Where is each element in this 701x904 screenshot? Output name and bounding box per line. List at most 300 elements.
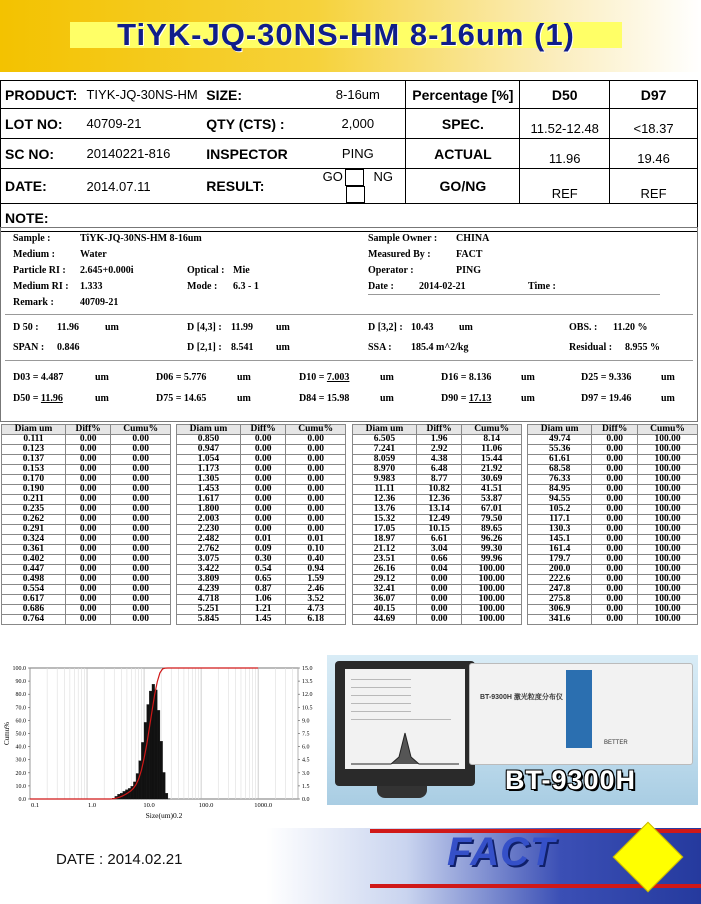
table-cell: 100.00 bbox=[638, 525, 698, 535]
table-cell: 0.01 bbox=[240, 535, 285, 545]
residual-label: Residual : bbox=[569, 342, 613, 353]
y2-tick-label: 12.0 bbox=[302, 692, 313, 699]
table-cell: 0.00 bbox=[111, 455, 171, 465]
measured-label: Measured By : bbox=[368, 249, 431, 260]
divider bbox=[5, 314, 693, 315]
date-label: DATE: bbox=[1, 169, 83, 204]
table-row bbox=[177, 515, 346, 525]
d50b-value bbox=[13, 393, 63, 404]
lot-value: 40709-21 bbox=[82, 109, 202, 139]
table-cell: 1.45 bbox=[240, 615, 285, 625]
table-cell: 2.46 bbox=[286, 585, 346, 595]
table-cell: 12.36 bbox=[353, 495, 417, 505]
table-header-row bbox=[2, 425, 171, 435]
table-cell: 6.505 bbox=[353, 435, 417, 445]
table-cell: 100.00 bbox=[638, 595, 698, 605]
y2-tick-label: 13.5 bbox=[302, 679, 313, 686]
y-axis-label: Cumu% bbox=[3, 722, 11, 745]
table-cell: 0.262 bbox=[2, 515, 66, 525]
table-row bbox=[177, 535, 346, 545]
table-cell: 5.251 bbox=[177, 605, 241, 615]
date-value: 2014.07.11 bbox=[82, 169, 202, 204]
table-cell: 0.291 bbox=[2, 525, 66, 535]
analyzer-device-image bbox=[469, 663, 693, 765]
table-row bbox=[2, 605, 171, 615]
table-cell: 0.00 bbox=[111, 435, 171, 445]
table-cell: 1.06 bbox=[240, 595, 285, 605]
table-cell: 1.21 bbox=[240, 605, 285, 615]
histogram-bar bbox=[163, 772, 166, 799]
table-row bbox=[353, 445, 522, 455]
table-cell: 0.30 bbox=[240, 555, 285, 565]
d90-value bbox=[441, 393, 491, 404]
column-header: Diam um bbox=[528, 425, 592, 435]
table-cell: 0.09 bbox=[240, 545, 285, 555]
table-cell: 0.00 bbox=[111, 585, 171, 595]
unit: um bbox=[276, 322, 290, 333]
d90-label: D90 = bbox=[441, 393, 469, 404]
table-cell: 0.00 bbox=[286, 485, 346, 495]
table-cell: 0.402 bbox=[2, 555, 66, 565]
table-cell: 10.82 bbox=[416, 485, 461, 495]
result-options bbox=[310, 169, 406, 204]
table-cell: 105.2 bbox=[528, 505, 592, 515]
table-cell: 100.00 bbox=[638, 535, 698, 545]
table-row bbox=[353, 545, 522, 555]
brand-logo: FACT bbox=[447, 830, 556, 874]
product-info-table bbox=[0, 80, 698, 232]
distribution-table-3 bbox=[352, 424, 522, 625]
sc-value: 20140221-816 bbox=[82, 139, 202, 169]
table-cell: 0.00 bbox=[65, 455, 110, 465]
operator-value: PING bbox=[456, 265, 481, 276]
sample-value: TiYK-JQ-30NS-HM 8-16um bbox=[80, 233, 202, 244]
table-row bbox=[528, 445, 698, 455]
table-cell: 0.00 bbox=[65, 555, 110, 565]
table-header-row bbox=[353, 425, 522, 435]
table-row bbox=[2, 545, 171, 555]
table-cell: 100.00 bbox=[462, 605, 522, 615]
column-header: Diam um bbox=[353, 425, 417, 435]
table-cell: 99.96 bbox=[462, 555, 522, 565]
qty-value: 2,000 bbox=[310, 109, 406, 139]
table-cell: 0.00 bbox=[111, 475, 171, 485]
table-cell: 0.00 bbox=[111, 505, 171, 515]
table-row bbox=[2, 505, 171, 515]
table-cell: 0.170 bbox=[2, 475, 66, 485]
table-cell: 100.00 bbox=[638, 445, 698, 455]
d50-header: D50 bbox=[520, 81, 610, 109]
table-cell: 15.44 bbox=[462, 455, 522, 465]
y-tick-label: 90.0 bbox=[15, 679, 26, 686]
table-cell: 18.97 bbox=[353, 535, 417, 545]
table-cell: 1.617 bbox=[177, 495, 241, 505]
table-cell: 0.00 bbox=[65, 515, 110, 525]
table-cell: 0.87 bbox=[240, 585, 285, 595]
column-header: Cumu% bbox=[111, 425, 171, 435]
table-cell: 29.12 bbox=[353, 575, 417, 585]
table-row bbox=[353, 605, 522, 615]
table-cell: 15.32 bbox=[353, 515, 417, 525]
table-cell: 0.554 bbox=[2, 585, 66, 595]
column-header: Diff% bbox=[592, 425, 638, 435]
unit: um bbox=[661, 372, 675, 383]
y-tick-label: 50.0 bbox=[15, 731, 26, 738]
d97-header: D97 bbox=[610, 81, 698, 109]
distribution-table-1 bbox=[1, 424, 171, 625]
table-row bbox=[2, 615, 171, 625]
medium-value: Water bbox=[80, 249, 107, 260]
column-header: Diff% bbox=[240, 425, 285, 435]
table-row bbox=[528, 565, 698, 575]
table-cell: 0.10 bbox=[286, 545, 346, 555]
table-cell: 0.00 bbox=[65, 505, 110, 515]
unit: um bbox=[105, 322, 119, 333]
measured-value: FACT bbox=[456, 249, 483, 260]
table-cell: 5.845 bbox=[177, 615, 241, 625]
table-cell: 100.00 bbox=[638, 585, 698, 595]
table-cell: 0.00 bbox=[592, 485, 638, 495]
device-label: BT-9300H 激光粒度分布仪 bbox=[480, 694, 563, 701]
table-cell: 0.00 bbox=[286, 475, 346, 485]
table-cell: 0.00 bbox=[592, 565, 638, 575]
table-cell: 0.617 bbox=[2, 595, 66, 605]
histogram-bar bbox=[165, 793, 168, 799]
table-cell: 26.16 bbox=[353, 565, 417, 575]
d50b-label: D50 = bbox=[13, 393, 41, 404]
table-cell: 0.111 bbox=[2, 435, 66, 445]
table-cell: 13.76 bbox=[353, 505, 417, 515]
table-cell: 1.59 bbox=[286, 575, 346, 585]
table-row bbox=[177, 445, 346, 455]
table-row bbox=[528, 435, 698, 445]
qty-label: QTY (CTS) : bbox=[202, 109, 310, 139]
d43-value: 11.99 bbox=[231, 322, 253, 333]
column-header: Diff% bbox=[416, 425, 461, 435]
table-row bbox=[353, 505, 522, 515]
model-name: BT-9300H bbox=[505, 765, 637, 795]
table-row bbox=[353, 555, 522, 565]
table-cell: 0.00 bbox=[592, 545, 638, 555]
table-cell: 0.235 bbox=[2, 505, 66, 515]
y2-tick-label: 15.0 bbox=[302, 666, 313, 672]
table-cell: 4.38 bbox=[416, 455, 461, 465]
table-cell: 55.36 bbox=[528, 445, 592, 455]
table-cell: 0.00 bbox=[65, 445, 110, 455]
go-label: GO bbox=[322, 169, 343, 184]
table-cell: 21.12 bbox=[353, 545, 417, 555]
table-cell: 30.69 bbox=[462, 475, 522, 485]
d32-label: D [3,2] : bbox=[368, 322, 403, 333]
table-row bbox=[177, 615, 346, 625]
x-tick-label: 0.1 bbox=[30, 802, 40, 809]
table-cell: 0.00 bbox=[65, 475, 110, 485]
d50-value: 11.96 bbox=[57, 322, 79, 333]
table-row bbox=[528, 615, 698, 625]
monitor-image bbox=[335, 661, 475, 786]
table-cell: 0.00 bbox=[240, 445, 285, 455]
table-cell: 100.00 bbox=[462, 585, 522, 595]
residual-value: 8.955 % bbox=[625, 342, 660, 353]
table-cell: 100.00 bbox=[638, 545, 698, 555]
unit: um bbox=[661, 393, 675, 404]
table-cell: 0.00 bbox=[111, 615, 171, 625]
table-row bbox=[2, 575, 171, 585]
table-cell: 79.50 bbox=[462, 515, 522, 525]
table-cell: 100.00 bbox=[638, 435, 698, 445]
table-cell: 0.00 bbox=[240, 455, 285, 465]
table-cell: 8.059 bbox=[353, 455, 417, 465]
table-row bbox=[353, 565, 522, 575]
d21-value: 8.541 bbox=[231, 342, 254, 353]
table-cell: 1.96 bbox=[416, 435, 461, 445]
optical-value: Mie bbox=[233, 265, 250, 276]
d43-label: D [4,3] : bbox=[187, 322, 222, 333]
note-label: NOTE: bbox=[1, 204, 698, 232]
table-row bbox=[353, 535, 522, 545]
header-band bbox=[0, 0, 701, 72]
table-cell: 247.8 bbox=[528, 585, 592, 595]
particle-size-chart bbox=[0, 660, 322, 828]
table-row bbox=[353, 475, 522, 485]
remark-value: 40709-21 bbox=[80, 297, 119, 308]
y-tick-label: 20.0 bbox=[15, 770, 26, 777]
table-cell: 0.00 bbox=[111, 515, 171, 525]
table-cell: 61.61 bbox=[528, 455, 592, 465]
sample-label: Sample : bbox=[13, 233, 51, 244]
table-cell: 0.00 bbox=[111, 555, 171, 565]
actual-d97: 19.46 bbox=[610, 139, 698, 169]
table-cell: 0.764 bbox=[2, 615, 66, 625]
table-row bbox=[177, 465, 346, 475]
table-cell: 23.51 bbox=[353, 555, 417, 565]
instrument-photo bbox=[327, 655, 698, 805]
table-cell: 76.33 bbox=[528, 475, 592, 485]
table-cell: 0.00 bbox=[240, 465, 285, 475]
table-cell: 40.15 bbox=[353, 605, 417, 615]
ssa-value: 185.4 m^2/kg bbox=[411, 342, 469, 353]
table-cell: 68.58 bbox=[528, 465, 592, 475]
table-cell: 0.40 bbox=[286, 555, 346, 565]
table-cell: 0.04 bbox=[416, 565, 461, 575]
page-title: TiYK-JQ-30NS-HM 8-16um (1) bbox=[117, 17, 575, 52]
table-cell: 0.94 bbox=[286, 565, 346, 575]
table-cell: 0.00 bbox=[286, 455, 346, 465]
table-row bbox=[353, 585, 522, 595]
owner-label: Sample Owner : bbox=[368, 233, 438, 244]
table-row bbox=[177, 585, 346, 595]
table-cell: 12.49 bbox=[416, 515, 461, 525]
table-row bbox=[177, 475, 346, 485]
table-row bbox=[177, 495, 346, 505]
device-panel bbox=[566, 670, 592, 748]
table-cell: 117.1 bbox=[528, 515, 592, 525]
table-cell: 53.87 bbox=[462, 495, 522, 505]
d06-value: D06 = 5.776 bbox=[156, 372, 207, 383]
table-cell: 222.6 bbox=[528, 575, 592, 585]
spec-d97: <18.37 bbox=[610, 109, 698, 139]
y2-tick-label: 7.5 bbox=[302, 731, 310, 738]
medium-ri-label: Medium RI : bbox=[13, 281, 69, 292]
table-cell: 0.00 bbox=[111, 595, 171, 605]
table-cell: 0.00 bbox=[111, 495, 171, 505]
d25-value: D25 = 9.336 bbox=[581, 372, 632, 383]
size-label: SIZE: bbox=[202, 81, 310, 109]
table-cell: 0.00 bbox=[286, 515, 346, 525]
table-cell: 0.00 bbox=[592, 555, 638, 565]
table-cell: 0.00 bbox=[592, 595, 638, 605]
y-tick-label: 70.0 bbox=[15, 705, 26, 712]
unit: um bbox=[95, 393, 109, 404]
histogram-bar bbox=[147, 705, 150, 799]
table-cell: 11.11 bbox=[353, 485, 417, 495]
table-cell: 0.00 bbox=[592, 435, 638, 445]
inspector-label: INSPECTOR bbox=[202, 139, 310, 169]
actual-d50: 11.96 bbox=[520, 139, 610, 169]
d50-label: D 50 : bbox=[13, 322, 39, 333]
table-cell: 100.00 bbox=[638, 505, 698, 515]
table-cell: 12.36 bbox=[416, 495, 461, 505]
d10-value bbox=[299, 372, 349, 383]
x-tick-label: 100.0 bbox=[198, 802, 214, 809]
table-row bbox=[353, 575, 522, 585]
table-cell: 0.211 bbox=[2, 495, 66, 505]
d03-value: D03 = 4.487 bbox=[13, 372, 64, 383]
table-cell: 0.00 bbox=[286, 435, 346, 445]
product-value: TIYK-JQ-30NS-HM bbox=[82, 81, 202, 109]
table-cell: 10.15 bbox=[416, 525, 461, 535]
table-cell: 0.00 bbox=[240, 525, 285, 535]
analysis-report bbox=[0, 227, 698, 422]
table-cell: 0.00 bbox=[65, 495, 110, 505]
table-cell: 2.762 bbox=[177, 545, 241, 555]
optical-label: Optical : bbox=[187, 265, 225, 276]
table-row bbox=[528, 555, 698, 565]
table-row bbox=[177, 575, 346, 585]
table-cell: 0.00 bbox=[240, 475, 285, 485]
obs-value: 11.20 % bbox=[613, 322, 648, 333]
obs-label: OBS. : bbox=[569, 322, 598, 333]
table-cell: 0.01 bbox=[286, 535, 346, 545]
percentage-header: Percentage [%] bbox=[406, 81, 520, 109]
d10-label: D10 = bbox=[299, 372, 327, 383]
table-row bbox=[177, 485, 346, 495]
table-cell: 100.00 bbox=[638, 565, 698, 575]
y2-tick-label: 6.0 bbox=[302, 744, 310, 751]
spec-label: SPEC. bbox=[406, 109, 520, 139]
y-tick-label: 30.0 bbox=[15, 757, 26, 764]
table-cell: 0.00 bbox=[240, 515, 285, 525]
y-tick-label: 80.0 bbox=[15, 692, 26, 699]
table-cell: 0.00 bbox=[65, 615, 110, 625]
gong-d97: REF bbox=[610, 169, 698, 204]
table-cell: 275.8 bbox=[528, 595, 592, 605]
table-cell: 0.00 bbox=[416, 605, 461, 615]
table-cell: 41.51 bbox=[462, 485, 522, 495]
table-cell: 32.41 bbox=[353, 585, 417, 595]
table-row bbox=[528, 525, 698, 535]
y-tick-label: 60.0 bbox=[15, 718, 26, 725]
table-cell: 100.00 bbox=[638, 555, 698, 565]
d10-number: 7.003 bbox=[326, 372, 350, 383]
y-tick-label: 10.0 bbox=[15, 783, 26, 790]
y2-tick-label: 0.0 bbox=[302, 797, 310, 803]
table-row bbox=[2, 465, 171, 475]
table-cell: 3.075 bbox=[177, 555, 241, 565]
table-cell: 341.6 bbox=[528, 615, 592, 625]
histogram-bar bbox=[149, 691, 152, 799]
table-cell: 11.06 bbox=[462, 445, 522, 455]
d84-value: D84 = 15.98 bbox=[299, 393, 350, 404]
table-cell: 1.305 bbox=[177, 475, 241, 485]
table-cell: 161.4 bbox=[528, 545, 592, 555]
column-header: Cumu% bbox=[462, 425, 522, 435]
table-cell: 44.69 bbox=[353, 615, 417, 625]
table-row bbox=[528, 575, 698, 585]
table-cell: 100.00 bbox=[638, 475, 698, 485]
table-cell: 9.983 bbox=[353, 475, 417, 485]
remark-label: Remark : bbox=[13, 297, 54, 308]
table-cell: 0.00 bbox=[416, 585, 461, 595]
table-cell: 0.00 bbox=[65, 605, 110, 615]
table-cell: 0.00 bbox=[111, 445, 171, 455]
table-cell: 8.970 bbox=[353, 465, 417, 475]
table-cell: 0.00 bbox=[111, 465, 171, 475]
table-cell: 2.482 bbox=[177, 535, 241, 545]
y2-tick-label: 9.0 bbox=[302, 718, 310, 725]
table-row bbox=[177, 565, 346, 575]
ng-checkbox[interactable] bbox=[346, 186, 365, 203]
histogram-bar bbox=[144, 722, 147, 799]
medium-ri-value: 1.333 bbox=[80, 281, 103, 292]
table-cell: 99.30 bbox=[462, 545, 522, 555]
table-cell: 0.00 bbox=[592, 455, 638, 465]
table-cell: 100.00 bbox=[638, 495, 698, 505]
table-cell: 0.00 bbox=[592, 525, 638, 535]
table-row bbox=[2, 535, 171, 545]
table-cell: 3.52 bbox=[286, 595, 346, 605]
x-tick-label: 1.0 bbox=[87, 802, 97, 809]
table-row bbox=[353, 465, 522, 475]
table-row bbox=[353, 435, 522, 445]
table-row bbox=[353, 455, 522, 465]
table-cell: 94.55 bbox=[528, 495, 592, 505]
table-row bbox=[2, 445, 171, 455]
table-cell: 306.9 bbox=[528, 605, 592, 615]
sc-label: SC NO: bbox=[1, 139, 83, 169]
table-row bbox=[177, 525, 346, 535]
table-cell: 0.00 bbox=[592, 495, 638, 505]
table-row bbox=[2, 455, 171, 465]
table-row bbox=[528, 595, 698, 605]
table-cell: 100.00 bbox=[638, 615, 698, 625]
table-cell: 0.00 bbox=[111, 485, 171, 495]
table-cell: 49.74 bbox=[528, 435, 592, 445]
table-cell: 0.00 bbox=[286, 505, 346, 515]
unit: um bbox=[521, 393, 535, 404]
table-cell: 0.00 bbox=[111, 545, 171, 555]
table-cell: 6.48 bbox=[416, 465, 461, 475]
table-row bbox=[177, 545, 346, 555]
table-cell: 0.686 bbox=[2, 605, 66, 615]
monitor-screen bbox=[345, 669, 465, 769]
go-checkbox[interactable] bbox=[345, 169, 364, 186]
table-cell: 100.00 bbox=[638, 455, 698, 465]
table-cell: 0.00 bbox=[592, 605, 638, 615]
table-cell: 0.65 bbox=[240, 575, 285, 585]
table-row bbox=[528, 605, 698, 615]
mode-value: 6.3 - 1 bbox=[233, 281, 259, 292]
